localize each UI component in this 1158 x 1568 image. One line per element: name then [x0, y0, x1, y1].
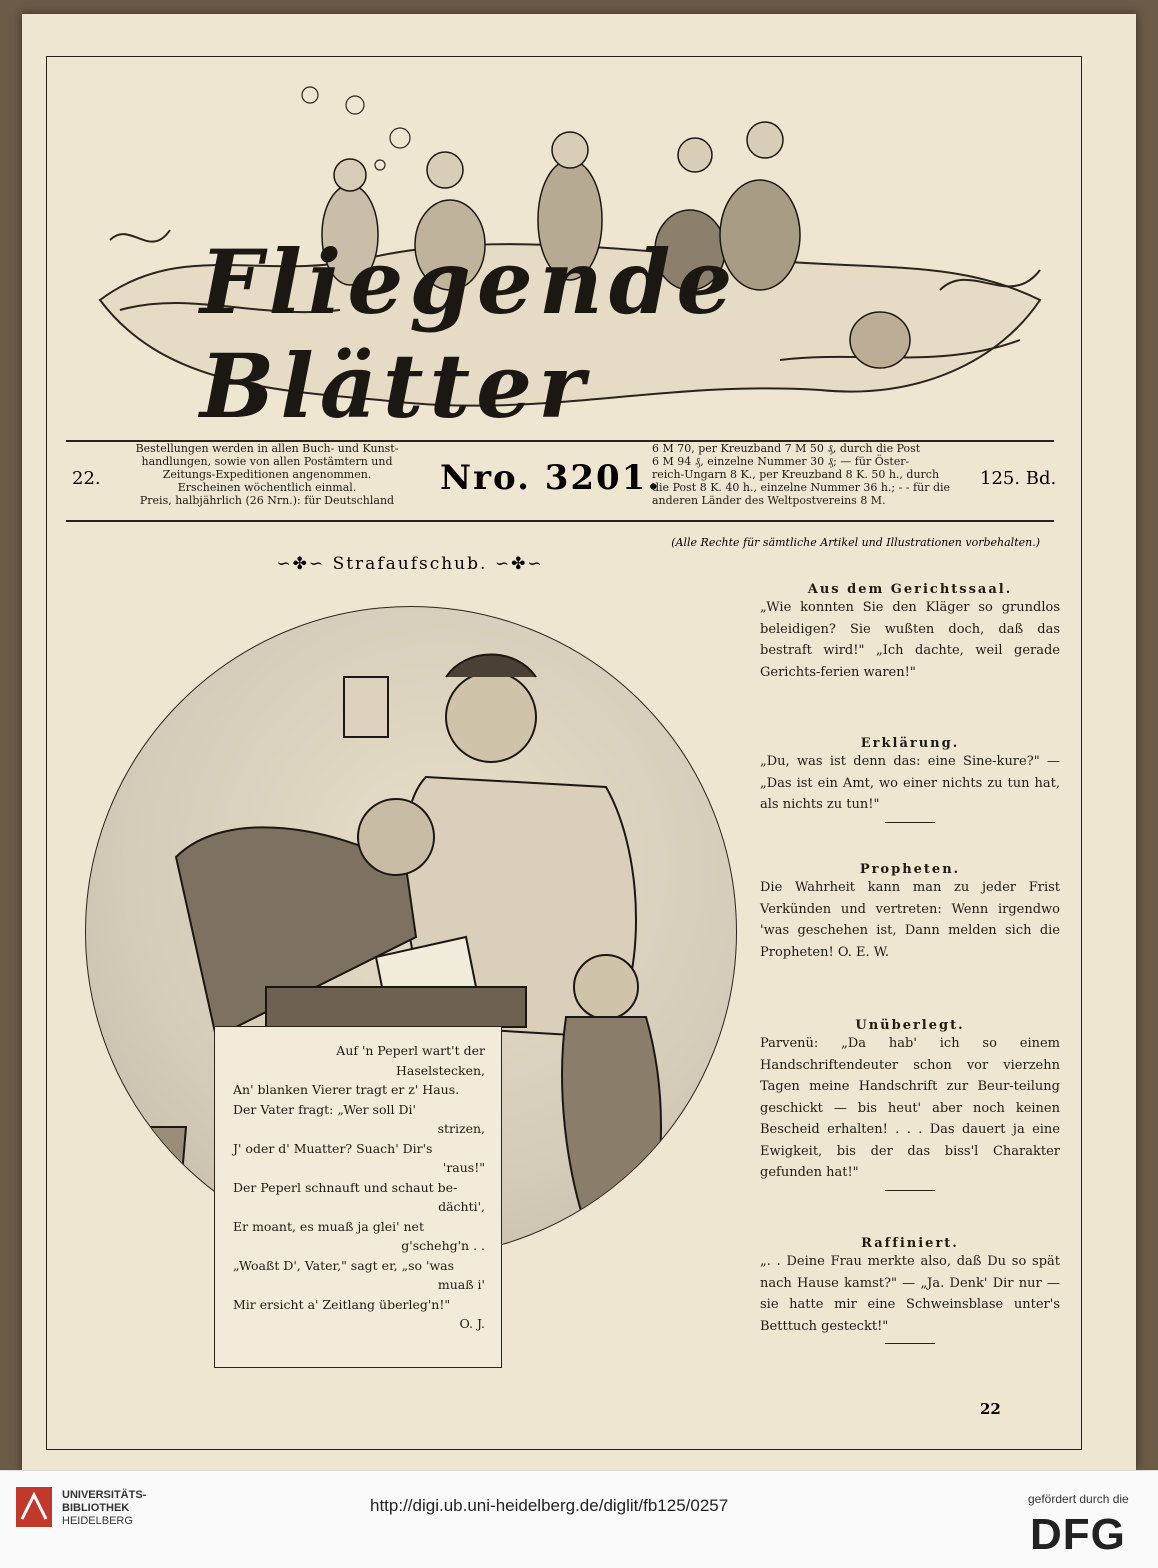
article-heading: Raffiniert. — [861, 1236, 959, 1251]
poem-line: Mir ersicht a' Zeitlang überleg'n!" — [233, 1296, 451, 1312]
article-body: Parvenü: „Da hab' ich so einem Handschriftendeuter schon vor vierzehn Tagen meine Handschrift zur Beur-teilung geschickt — bis heut' aber noch keinen Bescheid erhalten! . . . Das dauert ja eine Ewigkeit, bis der das biss'l Charakter gefunden hat!" — [760, 1036, 1060, 1180]
funding-label: gefördert durch die — [1028, 1492, 1129, 1506]
article-body: „Du, was ist denn das: eine Sine-kure?" — „Das ist ein Amt, wo einer nichts zu tun hat, als nichts zu tun!" — [760, 754, 1060, 812]
issue-number: 22. — [72, 468, 101, 489]
poem-line: muaß i' — [437, 1277, 485, 1292]
poem-line: dächti', — [438, 1199, 485, 1214]
university-logo-icon — [14, 1485, 54, 1529]
article-heading: Unüberlegt. — [855, 1018, 965, 1033]
article-body: „. . Deine Frau merkte also, daß Du so spät nach Hause kamst?" — „Ja. Denk' Dir nur — sie hatte mir eine Schweinsblase unter's Betttuch gesteckt!" — [760, 1254, 1060, 1334]
article-propheten — [760, 862, 1060, 963]
cartoon-title: ∽✤∽ Strafaufschub. ∽✤∽ — [276, 554, 544, 574]
poem-line: An' blanken Vierer tragt er z' Haus. — [233, 1082, 460, 1097]
page-number: 22 — [980, 1400, 1001, 1418]
poem-author: O. J. — [459, 1316, 485, 1331]
separator — [885, 1343, 935, 1344]
poem-line: strizen, — [437, 1121, 485, 1136]
poem-line: Auf 'n Peperl wart't der — [336, 1043, 485, 1058]
subscription-info-left: Bestellungen werden in allen Buch- und Kunst- handlungen, sowie von allen Postämtern und Zeitungs-Expeditionen angenommen. Erscheinen wöchentlich einmal. Preis, halbjährlich (26 Nrn.): für Deutschland — [135, 442, 399, 507]
footer-bar — [0, 1470, 1158, 1568]
article-heading: Propheten. — [859, 862, 961, 877]
permalink[interactable]: http://digi.ub.uni-heidelberg.de/diglit/fb125/0257 — [370, 1496, 729, 1515]
separator — [885, 822, 935, 823]
poem-line: Haselstecken, — [396, 1062, 485, 1078]
poem-line: „Woaßt D', Vater," sagt er, „so 'was — [233, 1257, 455, 1273]
poem-line: Er moant, es muaß ja glei' net — [233, 1218, 424, 1234]
dfg-logo: DFG — [1030, 1510, 1126, 1559]
rule-bottom — [66, 520, 1054, 522]
poem — [233, 1041, 485, 1334]
article-heading: Erklärung. — [860, 736, 960, 751]
poem-box — [214, 1026, 502, 1368]
poem-line: J' oder d' Muatter? Suach' Dir's — [233, 1140, 433, 1156]
article-heading: Aus dem Gerichtssaal. — [807, 582, 1013, 597]
article-body: „Wie konnten Sie den Kläger so grundlos beleidigen? Sie wußten doch, daß das bestraft wird!" „Ich dachte, weil gerade Gerichts-ferien waren!" — [760, 600, 1060, 680]
article-unueberlegt — [760, 1018, 1060, 1191]
subscription-info-right: 6 M 70, per Kreuzband 7 M 50 ₰, durch die Post 6 M 94 ₰, einzelne Nummer 30 ₰; — für Öster- reich-Ungarn 8 K., per Kreuzband 8 K. 50 h., durch die Post 8 K. 40 h., einzelne Nummer 36 h.; - - für die anderen Länder des Weltpostvereins 8 M. — [652, 442, 951, 507]
poem-line: g'schehg'n . . — [401, 1238, 485, 1253]
poem-line: 'raus!" — [442, 1160, 485, 1175]
article-gerichtssaal — [760, 582, 1060, 683]
volume-number: 125. Bd. — [980, 468, 1057, 489]
issue-label: Nro. 3201. — [440, 458, 662, 498]
poem-line: Der Peperl schnauft und schaut be- — [233, 1179, 458, 1195]
university-name: UNIVERSITÄTS- BIBLIOTHEK HEIDELBERG — [62, 1489, 147, 1527]
separator — [885, 1190, 935, 1191]
masthead-title: Fliegende Blätter — [200, 230, 739, 438]
article-body: Die Wahrheit kann man zu jeder Frist Verkünden und vertreten: Wenn irgendwo 'was geschehen ist, Dann melden sich die Propheten! O. E. W. — [760, 880, 1060, 960]
poem-line: Der Vater fragt: „Wer soll Di' — [233, 1101, 416, 1117]
article-erklaerung — [760, 736, 1060, 823]
article-raffiniert — [760, 1236, 1060, 1344]
rights-notice: (Alle Rechte für sämtliche Artikel und Illustrationen vorbehalten.) — [671, 536, 1040, 549]
